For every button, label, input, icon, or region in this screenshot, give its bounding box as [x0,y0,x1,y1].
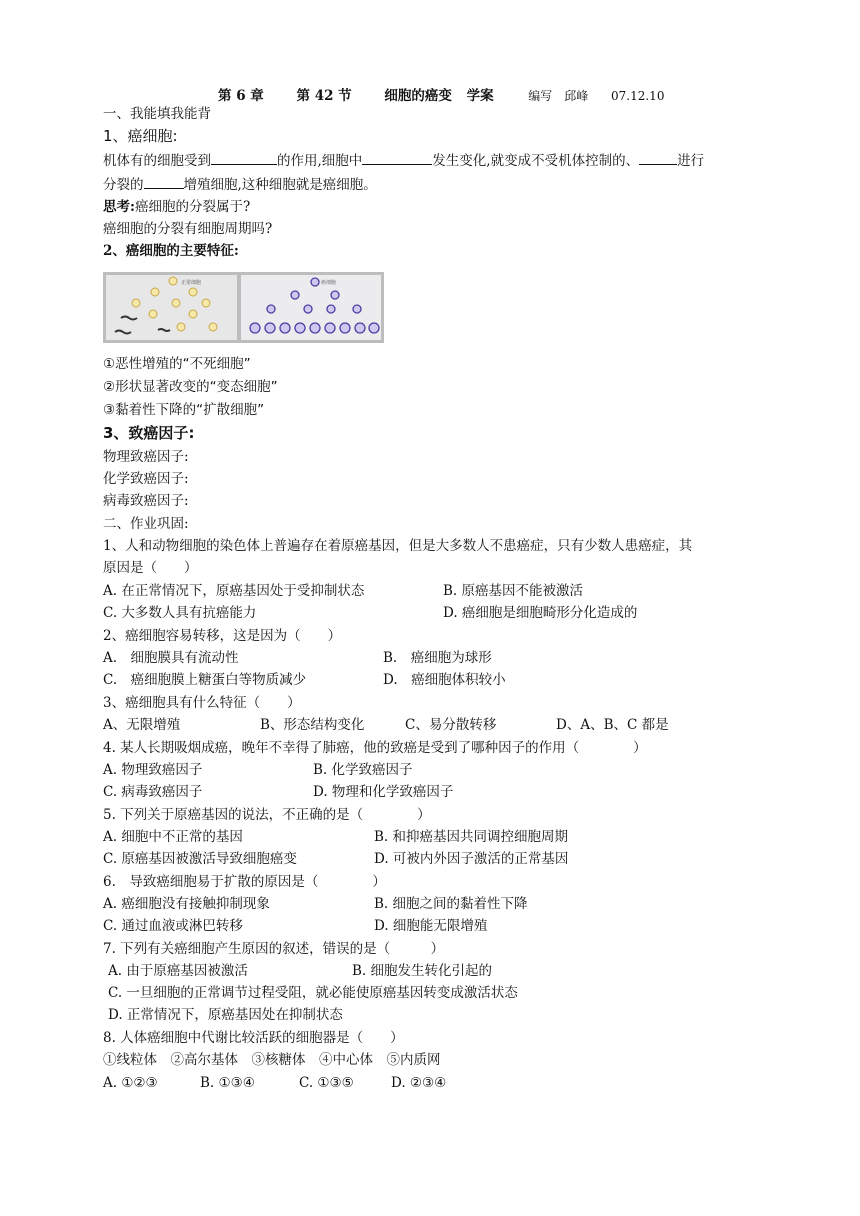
factor-chemical: 化学致癌因子: [103,471,189,487]
part2-heading: 二、作业巩固: [103,516,189,532]
fill-blank[interactable] [144,174,184,189]
q3-option-c: C、易分散转移 [405,717,497,733]
title-topic: 细胞的癌变 [384,88,452,104]
section1-line2 [103,174,377,195]
q4-stem: 4. 某人长期吸烟成癌，晚年不幸得了肺癌，他的致癌是受到了哪种因子的作用（ ） [103,740,647,756]
s1-text-a: 机体有的细胞受到 [103,153,211,169]
q8-option-b: B. ①③④ [200,1075,255,1091]
q7-option-b: B. 细胞发生转化引起的 [352,963,493,979]
q2-stem: 2、癌细胞容易转移，这是因为（ ） [103,628,342,644]
feature-2: ②形状显著改变的“变态细胞” [103,379,278,395]
q7-option-a: A. 由于原癌基因被激活 [108,963,248,979]
q3-option-a: A、无限增殖 [103,717,181,733]
q1-option-c: C. 大多数人具有抗癌能力 [103,605,257,621]
title-section: 第 42 节 [296,88,352,104]
feature-1: ①恶性增殖的“不死细胞” [103,356,251,372]
q1-stem-cont: 原因是（ ） [103,560,198,576]
section3-title: 3、致癌因子: [103,424,195,442]
q4-option-c: C. 病毒致癌因子 [103,784,203,800]
q7-stem: 7. 下列有关癌细胞产生原因的叙述，错误的是（ ） [103,941,445,957]
s1-text-c: 发生变化,就变成不受机体控制的、 [432,153,640,169]
q6-stem: 6. 导致癌细胞易于扩散的原因是（ ） [103,874,386,890]
title-chapter: 第 6 章 [218,88,264,104]
normal-cell-label: 正常细胞 [181,280,202,286]
q1-option-b: B. 原癌基因不能被激活 [443,583,584,599]
q6-option-b: B. 细胞之间的黏着性下降 [374,896,528,912]
q8-stem: 8. 人体癌细胞中代谢比较活跃的细胞器是（ ） [103,1030,404,1046]
part1-heading: 一、我能填我能背 [103,106,211,122]
q6-option-c: C. 通过血液或淋巴转移 [103,918,243,934]
section2-title: 2、癌细胞的主要特征: [103,243,239,259]
fill-blank[interactable] [362,150,432,165]
q5-option-b: B. 和抑癌基因共同调控细胞周期 [374,829,569,845]
factor-viral: 病毒致癌因子: [103,493,189,509]
fill-blank[interactable] [639,150,677,165]
factor-physical: 物理致癌因子: [103,449,189,465]
cancer-cell-label: 癌细胞 [321,280,337,286]
section1-line1 [103,150,704,171]
q5-option-d: D. 可被内外因子激活的正常基因 [374,851,569,867]
q8-option-a: A. ①②③ [103,1075,158,1091]
q5-option-a: A. 细胞中不正常的基因 [103,829,243,845]
q4-option-a: A. 物理致癌因子 [103,762,203,778]
q1-option-a: A. 在正常情况下，原癌基因处于受抑制状态 [103,583,365,599]
section1-title: 1、癌细胞: [103,127,178,145]
q7-option-c: C. 一旦细胞的正常调节过程受阻，就必能使原癌基因转变成激活状态 [108,985,518,1001]
q3-stem: 3、癌细胞具有什么特征（ ） [103,695,301,711]
q2-option-d: D. 癌细胞体积较小 [383,672,506,688]
q1-stem: 1、人和动物细胞的染色体上普遍存在着原癌基因，但是大多数人不患癌症，只有少数人患癌症，其 [103,538,693,554]
fill-blank[interactable] [211,150,277,165]
q6-option-d: D. 细胞能无限增殖 [374,918,488,934]
q4-option-d: D. 物理和化学致癌因子 [313,784,454,800]
title-author: 编写 邱峰 [528,89,589,103]
q5-option-c: C. 原癌基因被激活导致细胞癌变 [103,851,297,867]
q3-option-b: B、形态结构变化 [260,717,365,733]
q2-option-a: A. 细胞膜具有流动性 [103,650,239,666]
q8-items: ①线粒体 ②高尔基体 ③核糖体 ④中心体 ⑤内质网 [103,1052,441,1068]
title-date: 07.12.10 [611,89,665,103]
q7-option-d: D. 正常情况下，原癌基因处在抑制状态 [108,1007,343,1023]
think-q1: 癌细胞的分裂属于? [134,199,251,215]
think-line1 [103,197,250,217]
s1-text-e: 分裂的 [103,177,144,193]
q3-option-d: D、A、B、C 都是 [556,717,669,733]
q8-option-d: D. ②③④ [391,1075,447,1091]
feature-3: ③黏着性下降的“扩散细胞” [103,402,265,418]
title-type: 学案 [466,88,494,104]
cell-division-figure [103,272,384,343]
s1-text-d: 进行 [677,153,705,169]
think-q2: 癌细胞的分裂有细胞周期吗? [103,221,273,237]
page-title [218,84,664,104]
q1-option-d: D. 癌细胞是细胞畸形分化造成的 [443,605,638,621]
think-label: 思考: [103,199,135,215]
q4-option-b: B. 化学致癌因子 [313,762,413,778]
q8-option-c: C. ①③⑤ [299,1075,354,1091]
q5-stem: 5. 下列关于原癌基因的说法，不正确的是（ ） [103,807,431,823]
s1-text-b: 的作用,细胞中 [277,153,363,169]
s1-text-f: 增殖细胞,这种细胞就是癌细胞。 [183,177,377,193]
q6-option-a: A. 癌细胞没有接触抑制现象 [103,896,270,912]
q2-option-c: C. 癌细胞膜上糖蛋白等物质减少 [103,672,307,688]
q2-option-b: B. 癌细胞为球形 [383,650,492,666]
